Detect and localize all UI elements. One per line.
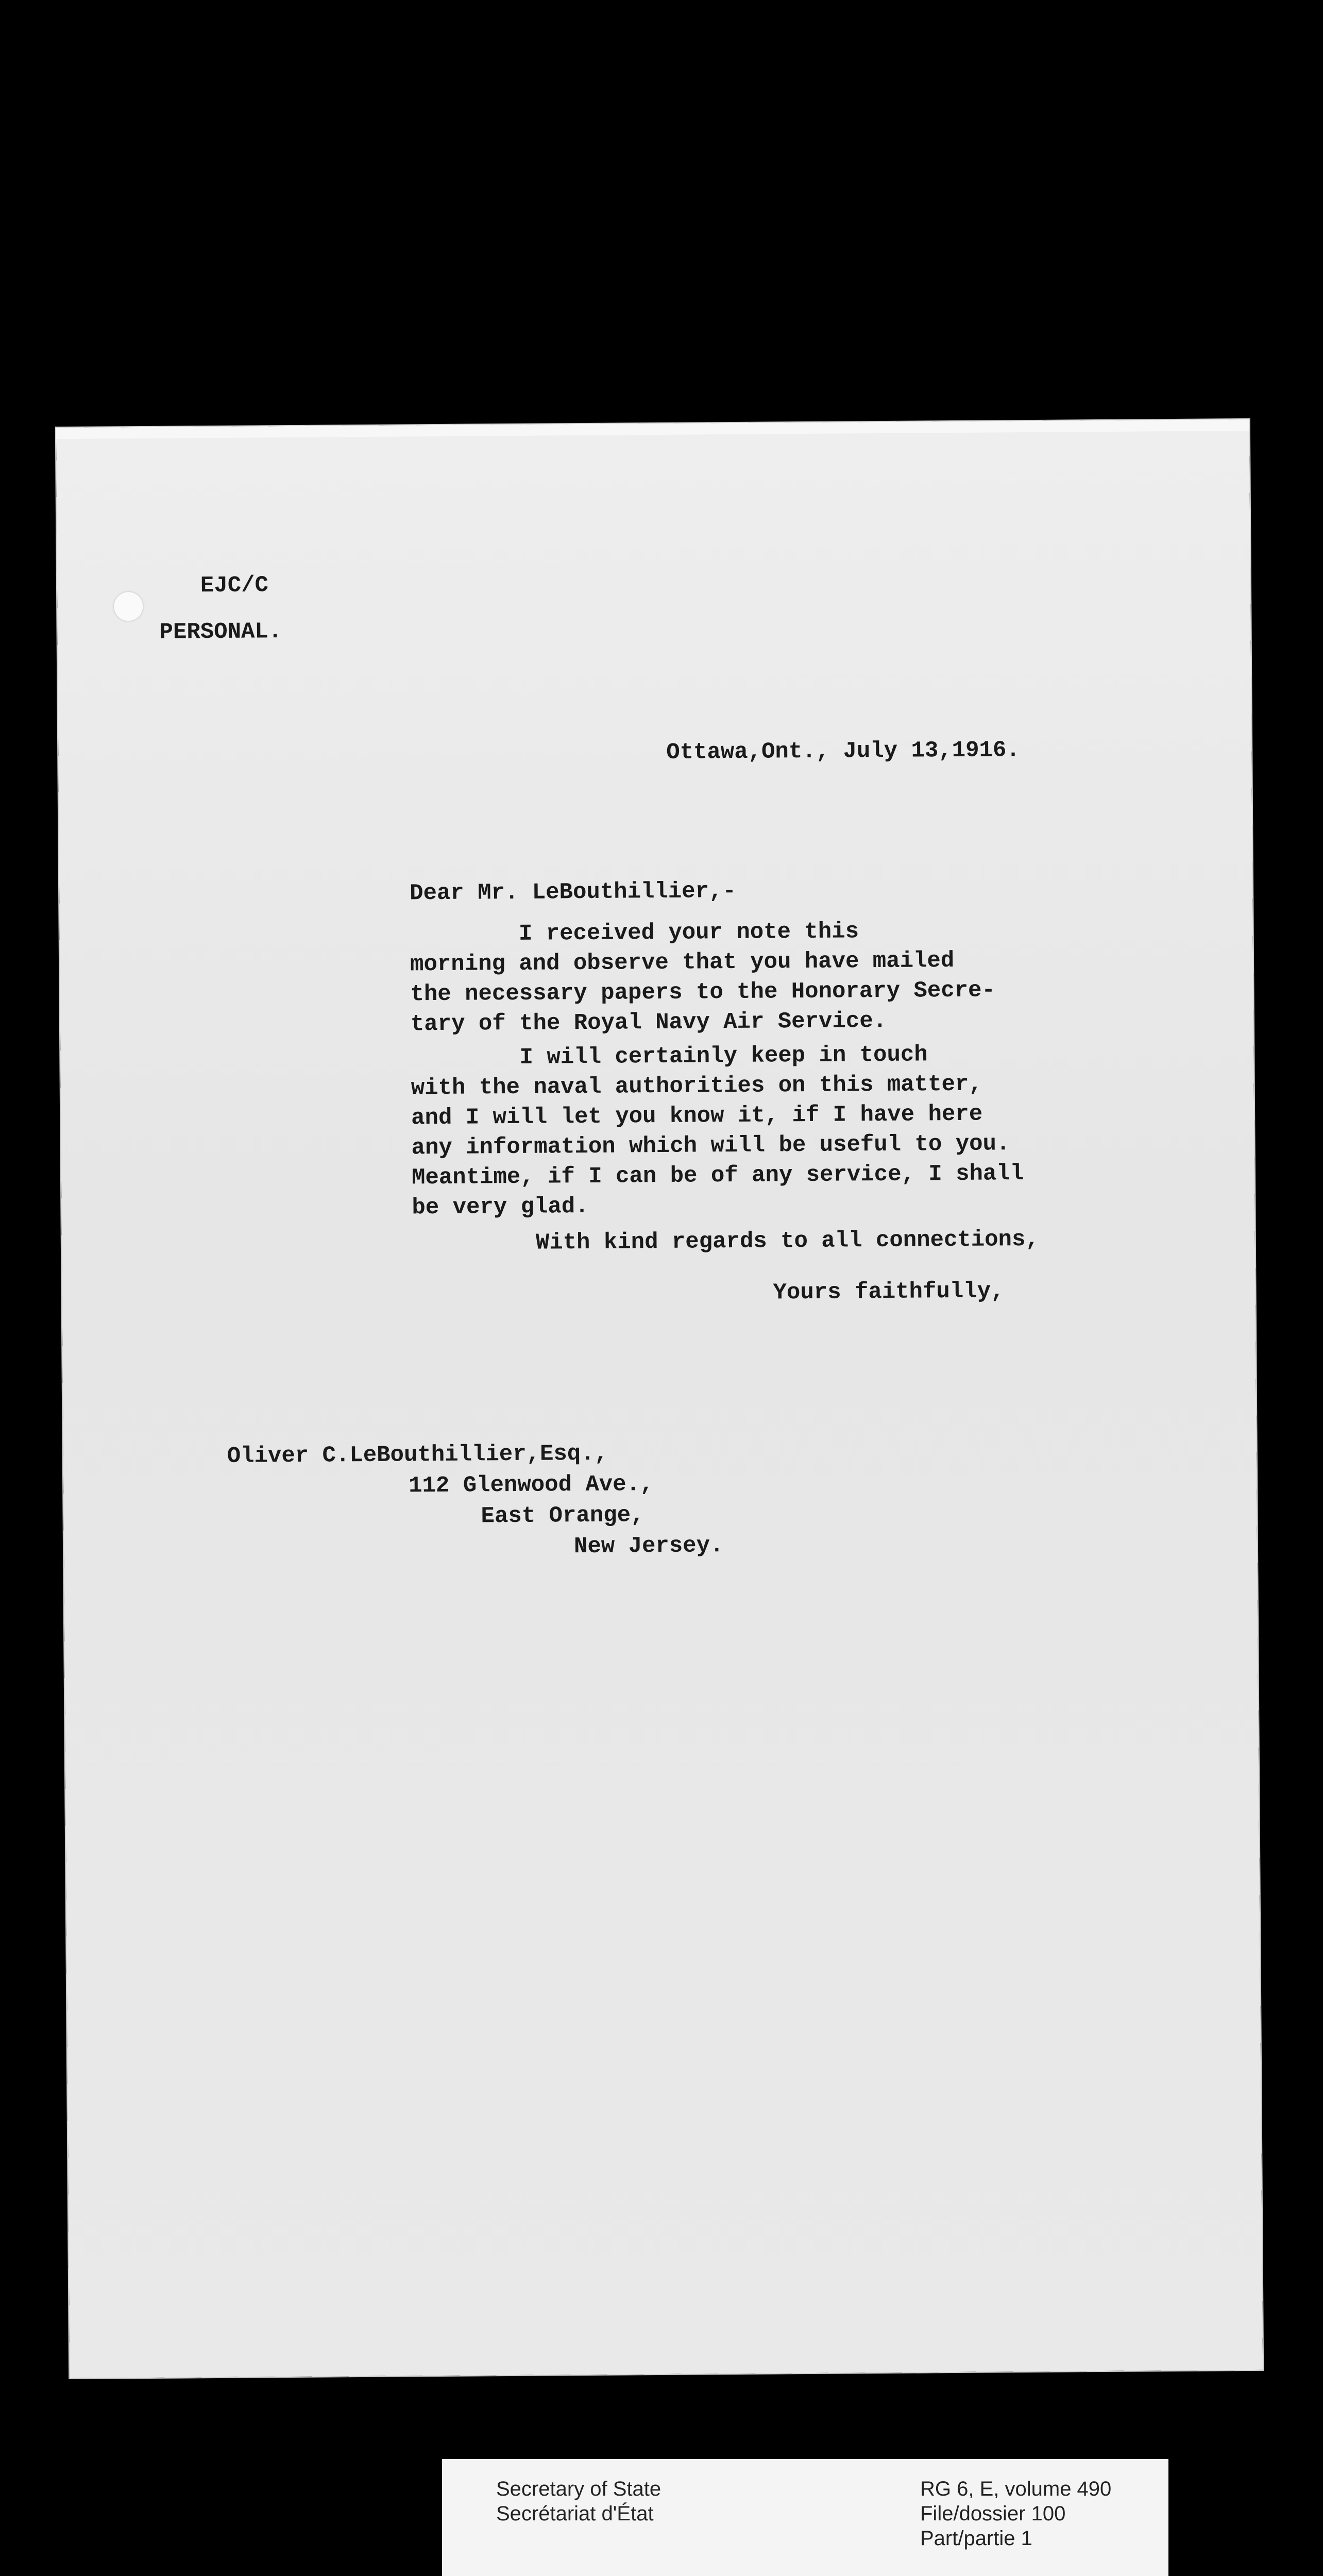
department-french: Secrétariat d'État	[496, 2502, 654, 2525]
department-english: Secretary of State	[496, 2478, 662, 2500]
letter-page	[56, 419, 1263, 2378]
archive-reference-card	[442, 2459, 1168, 2576]
address-line-3: East Orange,	[481, 1502, 644, 1530]
address-line-4: New Jersey.	[573, 1533, 724, 1560]
closing-line: Yours faithfully,	[773, 1278, 1005, 1306]
file-dossier: File/dossier 100	[920, 2502, 1066, 2525]
salutation: Dear Mr. LeBouthillier,-	[409, 878, 737, 907]
paragraph-2: I will certainly keep in touch with the naval authorities on this matter, and I will let you know it, if I have here any information which will be useful to you. Meantime, if I can be of any service, I shall be very glad.	[411, 1042, 1024, 1221]
address-line-1: Oliver C.LeBouthillier,Esq.,	[227, 1440, 608, 1469]
punch-hole	[114, 592, 143, 621]
place-date: Ottawa,Ont., July 13,1916.	[666, 737, 1020, 766]
record-group-volume: RG 6, E, volume 490	[920, 2478, 1112, 2500]
address-line-2: 112 Glenwood Ave.,	[408, 1471, 654, 1499]
part-partie: Part/partie 1	[920, 2527, 1032, 2550]
classification-mark: PERSONAL.	[159, 619, 282, 646]
regards-line: With kind regards to all connections,	[535, 1226, 1040, 1256]
paragraph-1: I received your note this morning and observe that you have mailed the necessary papers to the Honorary Secre- tary of the Royal Navy Air Service.	[410, 919, 996, 1038]
page-top-edge	[56, 419, 1249, 439]
reference-initials: EJC/C	[200, 572, 269, 599]
